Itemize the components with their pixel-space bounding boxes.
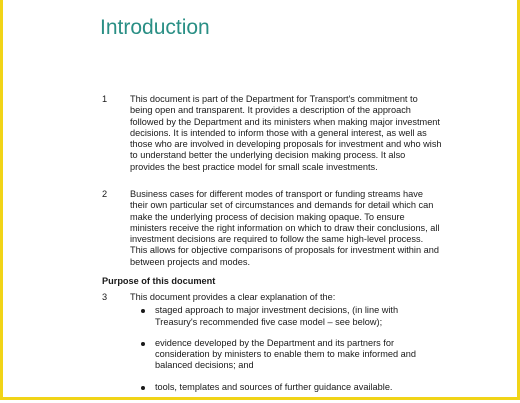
list-item — [140, 338, 442, 372]
paragraph-number: 1 — [102, 94, 108, 104]
paragraph-number: 3 — [102, 292, 108, 302]
paragraph-3 — [102, 292, 442, 403]
paragraph-text: This document is part of the Department for Transport's commitment to being open and transparent. It provides a description of the approach followed by the Department and its ministers when making major investment decisions. It is intended to inform those with a general interest, as well as those who are involved in developing proposals for investment and who wish to understand better the underlying decision making process. It also provides the best practice model for small scale investments. — [130, 94, 442, 172]
list-item — [140, 305, 442, 328]
bullet-icon — [141, 342, 145, 346]
paragraph-body — [130, 292, 442, 393]
paragraph-1 — [102, 94, 442, 173]
paragraph-intro: This document provides a clear explanation of the: — [130, 292, 336, 302]
bullet-text: tools, templates and sources of further guidance available. — [155, 381, 393, 392]
list-item — [140, 382, 442, 393]
paragraph-2 — [102, 189, 442, 268]
section-heading: Purpose of this document — [102, 276, 216, 286]
bullet-text: evidence developed by the Department and its partners for consideration by ministers to enable them to make informed and balanced decisions; and — [155, 337, 416, 371]
paragraph-number: 2 — [102, 189, 108, 199]
page-title: Introduction — [100, 16, 210, 39]
bullet-text: staged approach to major investment decisions, (in line with Treasury's recommended five case model – see below); — [155, 305, 399, 327]
bullet-icon — [141, 386, 145, 390]
paragraph-text: Business cases for different modes of transport or funding streams have their own particular set of circumstances and demands for detail which can make the underlying process of decision making opaque. To ensure ministers receive the right information on which to draw their conclusions, all investment decisions are required to follow the same high-level process. This allows for objective comparisons of proposals for investment within and between projects and modes. — [130, 189, 440, 267]
bullet-icon — [141, 309, 145, 313]
bullet-list — [140, 305, 442, 393]
